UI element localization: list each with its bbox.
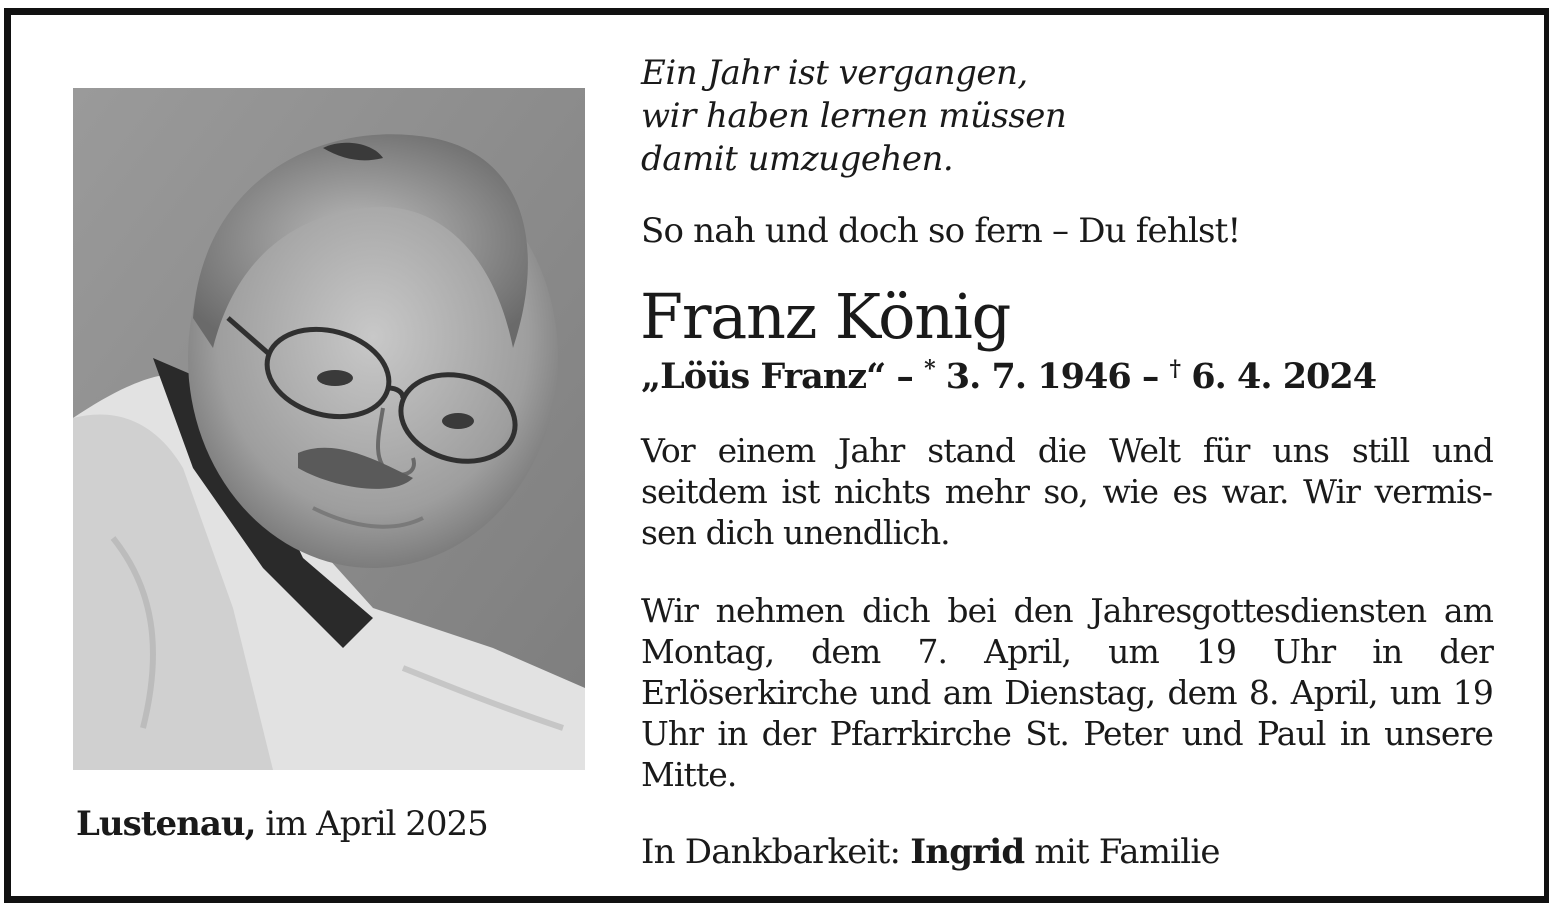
portrait-image xyxy=(73,88,585,770)
birth-date: 3. 7. 1946 – xyxy=(934,356,1170,397)
paragraph-remembrance: Vor einem Jahr stand die Welt für uns still und seitdem ist nichts mehr so, wie es war. Wir vermissen dich unendlich. xyxy=(641,431,1493,552)
caption-date: im April 2025 xyxy=(255,804,488,844)
poem-line-2: wir haben lernen müssen xyxy=(641,96,1067,136)
birth-symbol: * xyxy=(924,356,935,382)
thanks-prefix: In Dankbarkeit: xyxy=(641,832,911,872)
nickname: „Löüs Franz“ – xyxy=(641,356,925,397)
poem-line-3: damit umzugehen. xyxy=(641,139,954,179)
caption-place: Lustenau, xyxy=(76,804,256,844)
poem xyxy=(641,52,1066,181)
place-date-caption xyxy=(76,804,488,844)
miss-line: So nah und doch so fern – Du fehlst! xyxy=(641,211,1241,251)
deceased-name: Franz König xyxy=(640,280,1011,353)
life-dates xyxy=(641,356,1376,397)
paragraph-services: Wir nehmen dich bei den Jahresgottesdiensten am Montag, dem 7. April, um 19 Uhr in der Erlöserkirche und am Dienstag, dem 8. April, um 19 Uhr in der Pfarrkirche St. Peter und Paul in unsere Mitte. xyxy=(641,591,1493,794)
death-symbol: † xyxy=(1169,356,1181,382)
portrait-photo xyxy=(73,88,585,770)
death-date: 6. 4. 2024 xyxy=(1180,356,1377,397)
thanks-suffix: mit Familie xyxy=(1024,832,1220,872)
poem-line-1: Ein Jahr ist vergangen, xyxy=(641,53,1028,93)
thanks-line xyxy=(641,832,1220,872)
thanks-name: Ingrid xyxy=(910,832,1025,872)
